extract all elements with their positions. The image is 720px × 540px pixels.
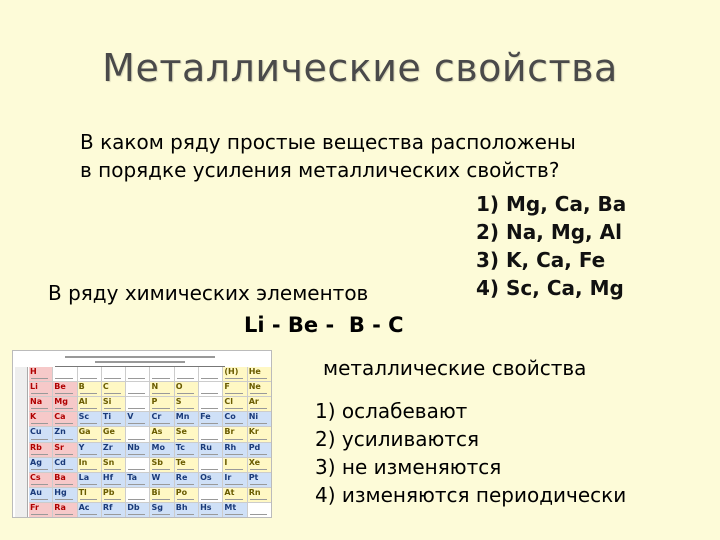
element-cell: Kr bbox=[248, 427, 271, 441]
element-cell: Ir bbox=[223, 473, 246, 487]
element-cell: K bbox=[29, 412, 52, 426]
element-cell: Y bbox=[78, 443, 101, 457]
element-cell bbox=[126, 367, 149, 381]
element-cell: Xe bbox=[248, 458, 271, 472]
element-cell: Rh bbox=[223, 443, 246, 457]
element-cell: Al bbox=[78, 397, 101, 411]
element-cell: I bbox=[223, 458, 246, 472]
element-cell: C bbox=[102, 382, 125, 396]
element-cell: Hg bbox=[53, 488, 76, 502]
question-2-option-3: 3) не изменяются bbox=[315, 455, 502, 479]
element-cell: Cd bbox=[53, 458, 76, 472]
element-cell: Ag bbox=[29, 458, 52, 472]
element-cell bbox=[199, 427, 222, 441]
element-cell: Se bbox=[175, 427, 198, 441]
element-cell: Zr bbox=[102, 443, 125, 457]
element-cell: Pd bbox=[248, 443, 271, 457]
element-cell bbox=[175, 367, 198, 381]
question-2-option-2: 2) усиливаются bbox=[315, 427, 480, 451]
element-cell bbox=[199, 397, 222, 411]
element-cell: Mt bbox=[223, 503, 246, 517]
element-cell: Na bbox=[29, 397, 52, 411]
element-cell: He bbox=[248, 367, 271, 381]
element-cell bbox=[126, 488, 149, 502]
element-cell: Li bbox=[29, 382, 52, 396]
element-cell: Co bbox=[223, 412, 246, 426]
element-cell bbox=[102, 367, 125, 381]
element-cell: Ac bbox=[78, 503, 101, 517]
question-1-option-4: 4) Sc, Ca, Mg bbox=[476, 276, 624, 300]
question-1-option-3: 3) K, Ca, Fe bbox=[476, 248, 606, 272]
element-cell: Mg bbox=[53, 397, 76, 411]
element-cell: S bbox=[175, 397, 198, 411]
element-cell: N bbox=[150, 382, 173, 396]
element-cell bbox=[199, 458, 222, 472]
element-cell: Fr bbox=[29, 503, 52, 517]
element-cell: Br bbox=[223, 427, 246, 441]
question-2-option-4: 4) изменяются периодически bbox=[315, 483, 627, 507]
periodic-table-header bbox=[55, 354, 225, 367]
question-1-line: в порядке усиления металлических свойств? bbox=[80, 158, 560, 182]
element-cell: Pb bbox=[102, 488, 125, 502]
element-cell: La bbox=[78, 473, 101, 487]
element-cell: Rb bbox=[29, 443, 52, 457]
element-cell bbox=[126, 427, 149, 441]
element-cell: Ni bbox=[248, 412, 271, 426]
element-cell: Te bbox=[175, 458, 198, 472]
element-cell: Fe bbox=[199, 412, 222, 426]
element-cell: O bbox=[175, 382, 198, 396]
element-cell: Po bbox=[175, 488, 198, 502]
element-cell: Sr bbox=[53, 443, 76, 457]
element-cell: Re bbox=[175, 473, 198, 487]
element-cell: Ga bbox=[78, 427, 101, 441]
element-cell bbox=[126, 382, 149, 396]
element-cell bbox=[126, 458, 149, 472]
element-cell: Sg bbox=[150, 503, 173, 517]
element-cell: V bbox=[126, 412, 149, 426]
element-cell: Ti bbox=[102, 412, 125, 426]
element-cell: At bbox=[223, 488, 246, 502]
element-cell: Ar bbox=[248, 397, 271, 411]
question-2-property: металлические свойства bbox=[323, 356, 587, 380]
element-cell: (H) bbox=[223, 367, 246, 381]
question-1-text bbox=[80, 128, 576, 184]
element-cell: Zn bbox=[53, 427, 76, 441]
slide-title: Металлические свойства bbox=[102, 46, 618, 90]
element-cell bbox=[199, 488, 222, 502]
element-cell: H bbox=[29, 367, 52, 381]
element-cell bbox=[53, 367, 76, 381]
element-cell: Os bbox=[199, 473, 222, 487]
question-1-option-1: 1) Mg, Ca, Ba bbox=[476, 192, 627, 216]
element-cell bbox=[78, 367, 101, 381]
element-cell: W bbox=[150, 473, 173, 487]
element-cell: Ne bbox=[248, 382, 271, 396]
element-cell: Tc bbox=[175, 443, 198, 457]
element-cell: Rn bbox=[248, 488, 271, 502]
periodic-table-period-column bbox=[15, 367, 28, 517]
element-cell: Rf bbox=[102, 503, 125, 517]
element-cell: Cs bbox=[29, 473, 52, 487]
element-cell: Cr bbox=[150, 412, 173, 426]
element-cell: P bbox=[150, 397, 173, 411]
element-cell: Ca bbox=[53, 412, 76, 426]
element-cell: Mn bbox=[175, 412, 198, 426]
element-cell: Hf bbox=[102, 473, 125, 487]
element-cell: Db bbox=[126, 503, 149, 517]
question-2-option-1: 1) ослабевают bbox=[315, 399, 468, 423]
periodic-table-grid bbox=[29, 367, 271, 517]
element-cell: Bh bbox=[175, 503, 198, 517]
element-cell: In bbox=[78, 458, 101, 472]
element-cell: Ta bbox=[126, 473, 149, 487]
periodic-table-image bbox=[12, 350, 272, 518]
element-cell: Nb bbox=[126, 443, 149, 457]
element-cell bbox=[199, 382, 222, 396]
element-cell: Cl bbox=[223, 397, 246, 411]
question-2-options bbox=[315, 397, 626, 509]
element-cell: Ge bbox=[102, 427, 125, 441]
question-1-options bbox=[476, 190, 626, 302]
element-cell: Pt bbox=[248, 473, 271, 487]
element-cell: Sn bbox=[102, 458, 125, 472]
element-cell: Sc bbox=[78, 412, 101, 426]
element-cell: Ba bbox=[53, 473, 76, 487]
element-cell: B bbox=[78, 382, 101, 396]
element-series: Li - Be - B - C bbox=[244, 313, 404, 337]
element-cell: Sb bbox=[150, 458, 173, 472]
element-cell: As bbox=[150, 427, 173, 441]
element-cell: Ru bbox=[199, 443, 222, 457]
element-cell bbox=[199, 367, 222, 381]
element-cell: Au bbox=[29, 488, 52, 502]
element-cell: Cu bbox=[29, 427, 52, 441]
element-cell: Mo bbox=[150, 443, 173, 457]
element-cell: Tl bbox=[78, 488, 101, 502]
element-cell: Hs bbox=[199, 503, 222, 517]
element-cell bbox=[150, 367, 173, 381]
element-cell: Bi bbox=[150, 488, 173, 502]
element-cell: F bbox=[223, 382, 246, 396]
element-cell: Be bbox=[53, 382, 76, 396]
element-cell bbox=[248, 503, 271, 517]
question-2-lead: В ряду химических элементов bbox=[48, 281, 369, 305]
question-1-option-2: 2) Na, Mg, Al bbox=[476, 220, 622, 244]
element-cell: Si bbox=[102, 397, 125, 411]
element-cell bbox=[126, 397, 149, 411]
element-cell: Ra bbox=[53, 503, 76, 517]
question-1-line: В каком ряду простые вещества расположены bbox=[80, 130, 576, 154]
